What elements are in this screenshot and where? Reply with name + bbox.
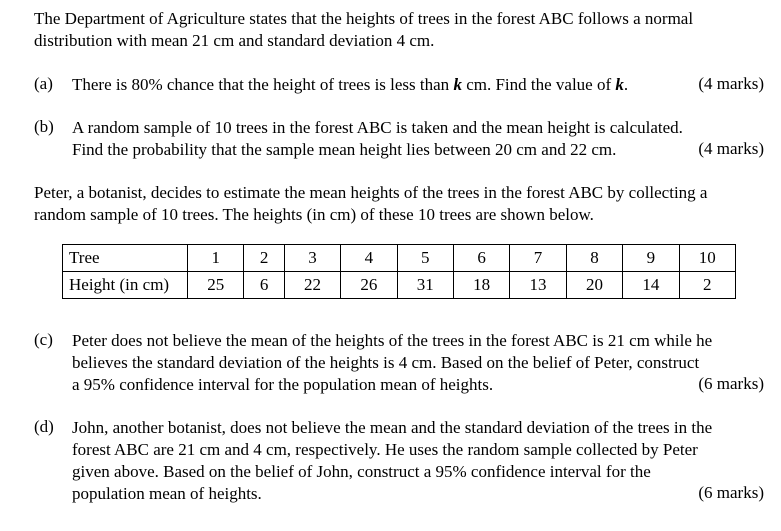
table-cell: 6 <box>453 245 509 272</box>
table-header-tree: Tree <box>63 245 188 272</box>
part-b-marks: (4 marks) <box>698 139 764 158</box>
table-row-tree <box>63 245 736 272</box>
table-header-height: Height (in cm) <box>63 272 188 299</box>
table-row-height <box>63 272 736 299</box>
part-c-line-2: believes the standard deviation of the heights is 4 cm. Based on the belief of Peter, construct <box>72 353 700 372</box>
part-a-label: (a) <box>34 74 53 93</box>
table-cell: 10 <box>679 245 735 272</box>
part-d-body <box>72 417 764 505</box>
table-cell: 8 <box>566 245 622 272</box>
part-d-line-1: John, another botanist, does not believe the mean and the standard deviation of the trees in the <box>72 418 713 437</box>
table-cell: 6 <box>244 272 284 299</box>
part-b-line-1: A random sample of 10 trees in the forest ABC is taken and the mean height is calculated. <box>72 118 683 137</box>
table-cell: 26 <box>341 272 397 299</box>
table-cell: 31 <box>397 272 453 299</box>
table-cell: 20 <box>566 272 622 299</box>
peter-paragraph <box>34 182 764 226</box>
table-cell: 3 <box>284 245 340 272</box>
table-cell: 4 <box>341 245 397 272</box>
part-a-marks: (4 marks) <box>698 74 764 93</box>
table-cell: 18 <box>453 272 509 299</box>
table-cell: 25 <box>188 272 244 299</box>
intro-line-1: The Department of Agriculture states that the heights of trees in the forest ABC follows a normal <box>34 9 694 28</box>
table-cell: 14 <box>623 272 679 299</box>
part-c-line-3: a 95% confidence interval for the population mean of heights. <box>72 375 494 394</box>
tree-heights-table <box>62 244 736 299</box>
table-cell: 9 <box>623 245 679 272</box>
part-d-label: (d) <box>34 417 54 436</box>
part-d-line-2: forest ABC are 21 cm and 4 cm, respectively. He uses the random sample collected by Peter <box>72 440 698 459</box>
part-c-marks: (6 marks) <box>698 374 764 393</box>
part-c-line-1: Peter does not believe the mean of the heights of the trees in the forest ABC is 21 cm while he <box>72 331 713 350</box>
table-cell: 5 <box>397 245 453 272</box>
intro-line-2: distribution with mean 21 cm and standard deviation 4 cm. <box>34 31 435 50</box>
part-b <box>34 117 764 161</box>
peter-line-1: Peter, a botanist, decides to estimate the mean heights of the trees in the forest ABC by collecting a <box>34 183 708 202</box>
intro-paragraph <box>34 8 764 52</box>
part-d-marks: (6 marks) <box>698 483 764 502</box>
table-cell: 13 <box>510 272 566 299</box>
part-a-question: There is 80% chance that the height of trees is less than k cm. Find the value of k. <box>72 75 629 94</box>
table-cell: 22 <box>284 272 340 299</box>
part-c-body <box>72 330 764 396</box>
part-c-label: (c) <box>34 330 53 349</box>
part-d-line-4: population mean of heights. <box>72 484 262 503</box>
table-cell: 2 <box>244 245 284 272</box>
part-d-line-3: given above. Based on the belief of John, construct a 95% confidence interval for the <box>72 462 651 481</box>
table-cell: 1 <box>188 245 244 272</box>
part-c <box>34 330 764 396</box>
table-cell: 2 <box>679 272 735 299</box>
part-b-label: (b) <box>34 117 54 136</box>
part-b-line-2: Find the probability that the sample mean height lies between 20 cm and 22 cm. <box>72 140 617 159</box>
table-cell: 7 <box>510 245 566 272</box>
variable-k-2: k <box>615 75 624 94</box>
peter-line-2: random sample of 10 trees. The heights (in cm) of these 10 trees are shown below. <box>34 205 594 224</box>
part-d <box>34 417 764 505</box>
part-a <box>34 74 764 96</box>
variable-k: k <box>453 75 462 94</box>
